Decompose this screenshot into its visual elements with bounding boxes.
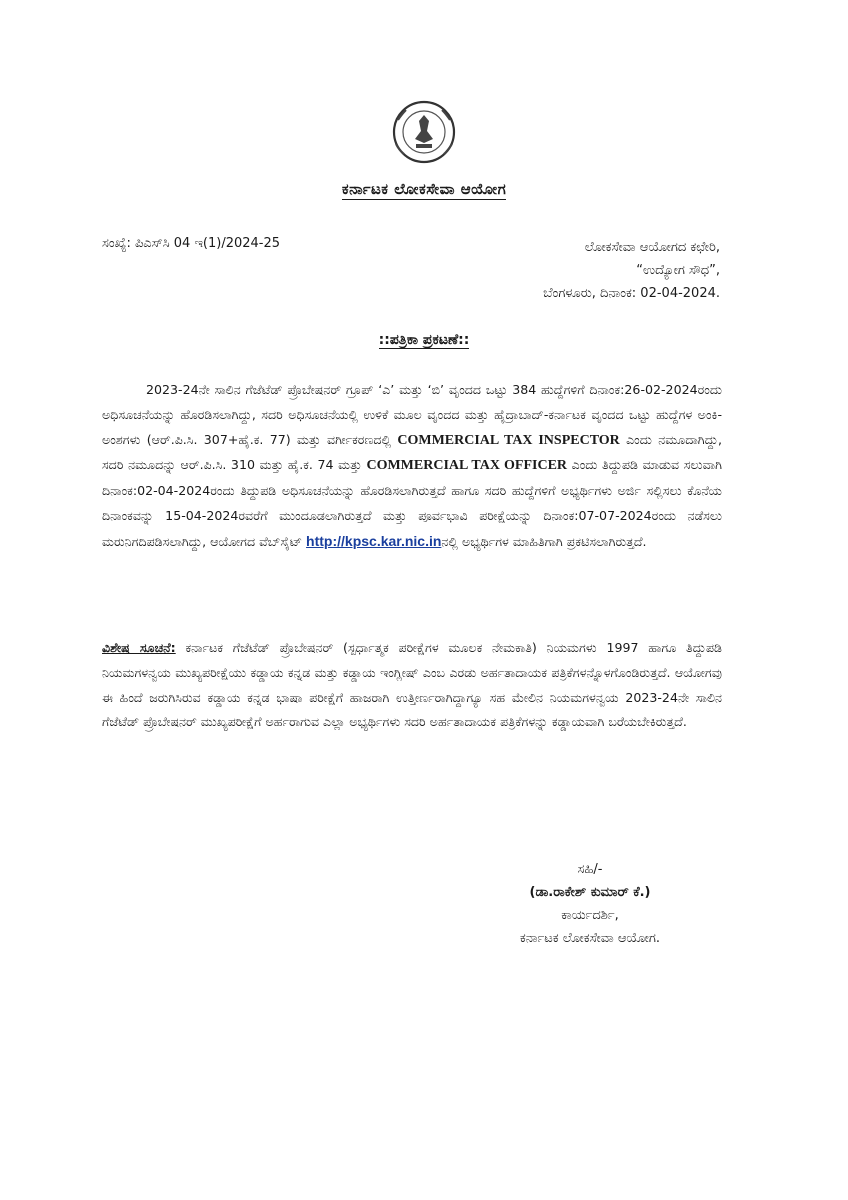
press-release-title-text: ::ಪತ್ರಿಕಾ ಪ್ರಕಟಣೆ:: xyxy=(378,332,470,348)
signatory-name: (ಡಾ.ರಾಕೇಶ್ ಕುಮಾರ್ ಕೆ.) xyxy=(529,885,651,900)
press-release-title xyxy=(0,332,848,348)
kpsc-website-link[interactable]: http://kpsc.kar.nic.in xyxy=(306,532,442,549)
special-note-label: ವಿಶೇಷ ಸೂಚನೆ: xyxy=(102,640,176,655)
reference-number: ಸಂಖ್ಯೆ: ಪಿಎಸ್‌ಸಿ 04 ಇ(1)/2024-25 xyxy=(102,236,281,251)
main-paragraph-part-4: ನಲ್ಲಿ ಅಭ್ಯರ್ಥಿಗಳ ಮಾಹಿತಿಗಾಗಿ ಪ್ರಕಟಿಸಲಾಗಿರುತ್ತದೆ. xyxy=(441,533,647,549)
office-line-2: “ಉದ್ಯೋಗ ಸೌಧ”, xyxy=(636,263,720,278)
signature-block xyxy=(470,858,710,950)
org-title-text: ಕರ್ನಾಟಕ ಲೋಕಸೇವಾ ಆಯೋಗ xyxy=(341,180,507,198)
karnataka-emblem-icon xyxy=(384,98,464,166)
special-note-text: ಕರ್ನಾಟಕ ಗೆಜೆಟೆಡ್ ಪ್ರೊಬೇಷನರ್ (ಸ್ಪರ್ಧಾತ್ಮಕ ಪರೀಕ್ಷೆಗಳ ಮೂಲಕ ನೇಮಕಾತಿ) ನಿಯಮಗಳು 1997 ಹಾಗೂ ತಿದ್ದುಪಡಿ ನಿಯಮಗಳನ್ವಯ ಮುಖ್ಯಪರೀಕ್ಷೆಯು ಕಡ್ಡಾಯ ಕನ್ನಡ ಮತ್ತು ಕಡ್ಡಾಯ ಇಂಗ್ಲೀಷ್ ಎಂಬ ಎರಡು ಅರ್ಹತಾದಾಯಕ ಪತ್ರಿಕೆಗಳನ್ನೊಳಗೊಂಡಿರುತ್ತದೆ. ಆಯೋಗವು ಈ ಹಿಂದೆ ಜರುಗಿಸಿರುವ ಕಡ್ಡಾಯ ಕನ್ನಡ ಭಾಷಾ ಪರೀಕ್ಷೆಗೆ ಹಾಜರಾಗಿ ಉತ್ತೀರ್ಣರಾಗಿದ್ದಾಗ್ಯೂ ಸಹ ಮೇಲಿನ ನಿಯಮಗಳನ್ವಯ 2023-24ನೇ ಸಾಲಿನ ಗೆಜೆಟೆಡ್ ಪ್ರೊಬೇಷನರ್ ಮುಖ್ಯಪರೀಕ್ಷೆಗೆ ಅರ್ಹರಾಗುವ ಎಲ್ಲಾ ಅಭ್ಯರ್ಥಿಗಳು ಸದರಿ ಅರ್ಹತಾದಾಯಕ ಪತ್ರಿಕೆಗಳನ್ನು ಕಡ್ಡಾಯವಾಗಿ ಬರೆಯಬೇಕಿರುತ್ತದೆ. xyxy=(102,640,722,730)
office-address xyxy=(480,236,720,305)
main-paragraph-part-3: ಎಂದು ತಿದ್ದುಪಡಿ ಮಾಡುವ ಸಲುವಾಗಿ ದಿನಾಂಕ:02-04-2024ರಂದು ತಿದ್ದುಪಡಿ ಅಧಿಸೂಚನೆಯನ್ನು ಹೊರಡಿಸಲಾಗಿರುತ್ತದೆ ಹಾಗೂ ಸದರಿ ಹುದ್ದೆಗಳಿಗೆ ಅಭ್ಯರ್ಥಿಗಳು ಅರ್ಜಿ ಸಲ್ಲಿಸಲು ಕೊನೆಯ ದಿನಾಂಕವನ್ನು 15-04-2024ರವರೆಗೆ ಮುಂದೂಡಲಾಗಿರುತ್ತದೆ ಮತ್ತು ಪೂರ್ವಭಾವಿ ಪರೀಕ್ಷೆಯನ್ನು ದಿನಾಂಕ:07-07-2024ರಂದು ನಡೆಸಲು ಮರುನಿಗದಿಪಡಿಸಲಾಗಿದ್ದು, ಆಯೋಗದ ವೆಬ್‌ಸೈಟ್ xyxy=(102,457,722,549)
signed-marker: ಸಹಿ/- xyxy=(577,862,603,877)
signatory-organisation: ಕರ್ನಾಟಕ ಲೋಕಸೇವಾ ಆಯೋಗ. xyxy=(519,931,661,946)
special-note xyxy=(102,636,722,735)
main-paragraph xyxy=(102,378,722,555)
main-paragraph-part-1: 2023-24ನೇ ಸಾಲಿನ ಗೆಜೆಟೆಡ್ ಪ್ರೊಬೇಷನರ್ ಗ್ರೂಪ್ ‘ಎ’ ಮತ್ತು ‘ಬಿ’ ವೃಂದದ ಒಟ್ಟು 384 ಹುದ್ದೆಗಳಿಗೆ ದಿನಾಂಕ:26-02-2024ರಂದು ಅಧಿಸೂಚನೆಯನ್ನು ಹೊರಡಿಸಲಾಗಿದ್ದು, ಸದರಿ ಅಧಿಸೂಚನೆಯಲ್ಲಿ ಉಳಿಕೆ ಮೂಲ ವೃಂದದ ಮತ್ತು ಹೈದ್ರಾಬಾದ್-ಕರ್ನಾಟಕ ವೃಂದದ ಒಟ್ಟು ಹುದ್ದೆಗಳ ಅಂಕಿ-ಅಂಶಗಳು (ಆರ್.ಪಿ.ಸಿ. 307+ಹೈ.ಕ. 77) ಮತ್ತು ವರ್ಗೀಕರಣದಲ್ಲಿ xyxy=(102,382,722,447)
post-name-inspector: COMMERCIAL TAX INSPECTOR xyxy=(397,432,620,448)
signatory-designation: ಕಾರ್ಯದರ್ಶಿ, xyxy=(561,908,619,923)
org-title xyxy=(0,180,848,198)
office-line-1: ಲೋಕಸೇವಾ ಆಯೋಗದ ಕಛೇರಿ, xyxy=(584,240,720,255)
office-date: ಬೆಂಗಳೂರು, ದಿನಾಂಕ: 02-04-2024. xyxy=(543,286,720,301)
post-name-officer: COMMERCIAL TAX OFFICER xyxy=(366,458,568,474)
main-paragraph-part-2: ಎಂದು ನಮೂದಾಗಿದ್ದು, ಸದರಿ ನಮೂದನ್ನು ಆರ್.ಪಿ.ಸಿ. 310 ಮತ್ತು ಹೈ.ಕ. 74 ಮತ್ತು xyxy=(102,431,722,473)
